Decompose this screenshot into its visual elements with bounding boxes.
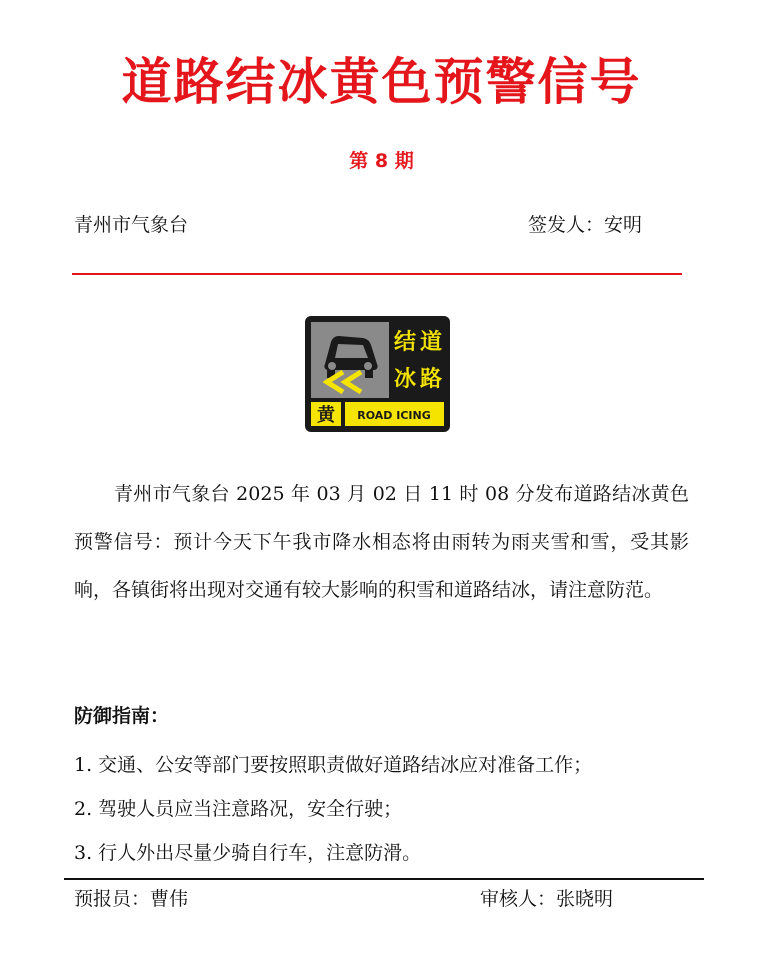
guide-item: 1. 交通、公安等部门要按照职责做好道路结冰应对准备工作；: [74, 754, 593, 776]
icon-char-top-left: 结: [393, 330, 417, 355]
icon-char-mid-right: 路: [419, 367, 443, 392]
icon-char-mid-left: 冰: [393, 367, 417, 392]
guide-list: [74, 743, 592, 875]
organization: 青州市气象台: [74, 214, 189, 236]
reviewer: 审核人：张晓明: [480, 888, 614, 910]
issue-number: 第 8 期: [349, 150, 414, 172]
page-title: 道路结冰黄色预警信号: [121, 53, 642, 111]
header-divider: [72, 273, 682, 275]
icon-english-label: ROAD ICING: [357, 409, 431, 422]
road-icing-yellow-warning-icon: [305, 316, 450, 432]
icon-char-top-right: 道: [419, 330, 443, 355]
issuer: 签发人：安明: [528, 214, 643, 236]
warning-body: 青州市气象台 2025 年 03 月 02 日 11 时 08 分发布道路结冰黄色预警信号：预计今天下午我市降水相态将由雨转为雨夹雪和雪，受其影响，各镇街将出现对交通有较大影响的积雪和道路结冰，请注意防范。: [74, 483, 689, 601]
forecaster: 预报员：曹伟: [74, 888, 189, 910]
guide-item: 2. 驾驶人员应当注意路况，安全行驶；: [74, 798, 403, 820]
footer-divider: [64, 878, 704, 880]
guide-item: 3. 行人外出尽量少骑自行车，注意防滑。: [74, 842, 422, 864]
icon-level-char: 黄: [317, 405, 335, 426]
guide-heading: 防御指南：: [74, 705, 170, 727]
